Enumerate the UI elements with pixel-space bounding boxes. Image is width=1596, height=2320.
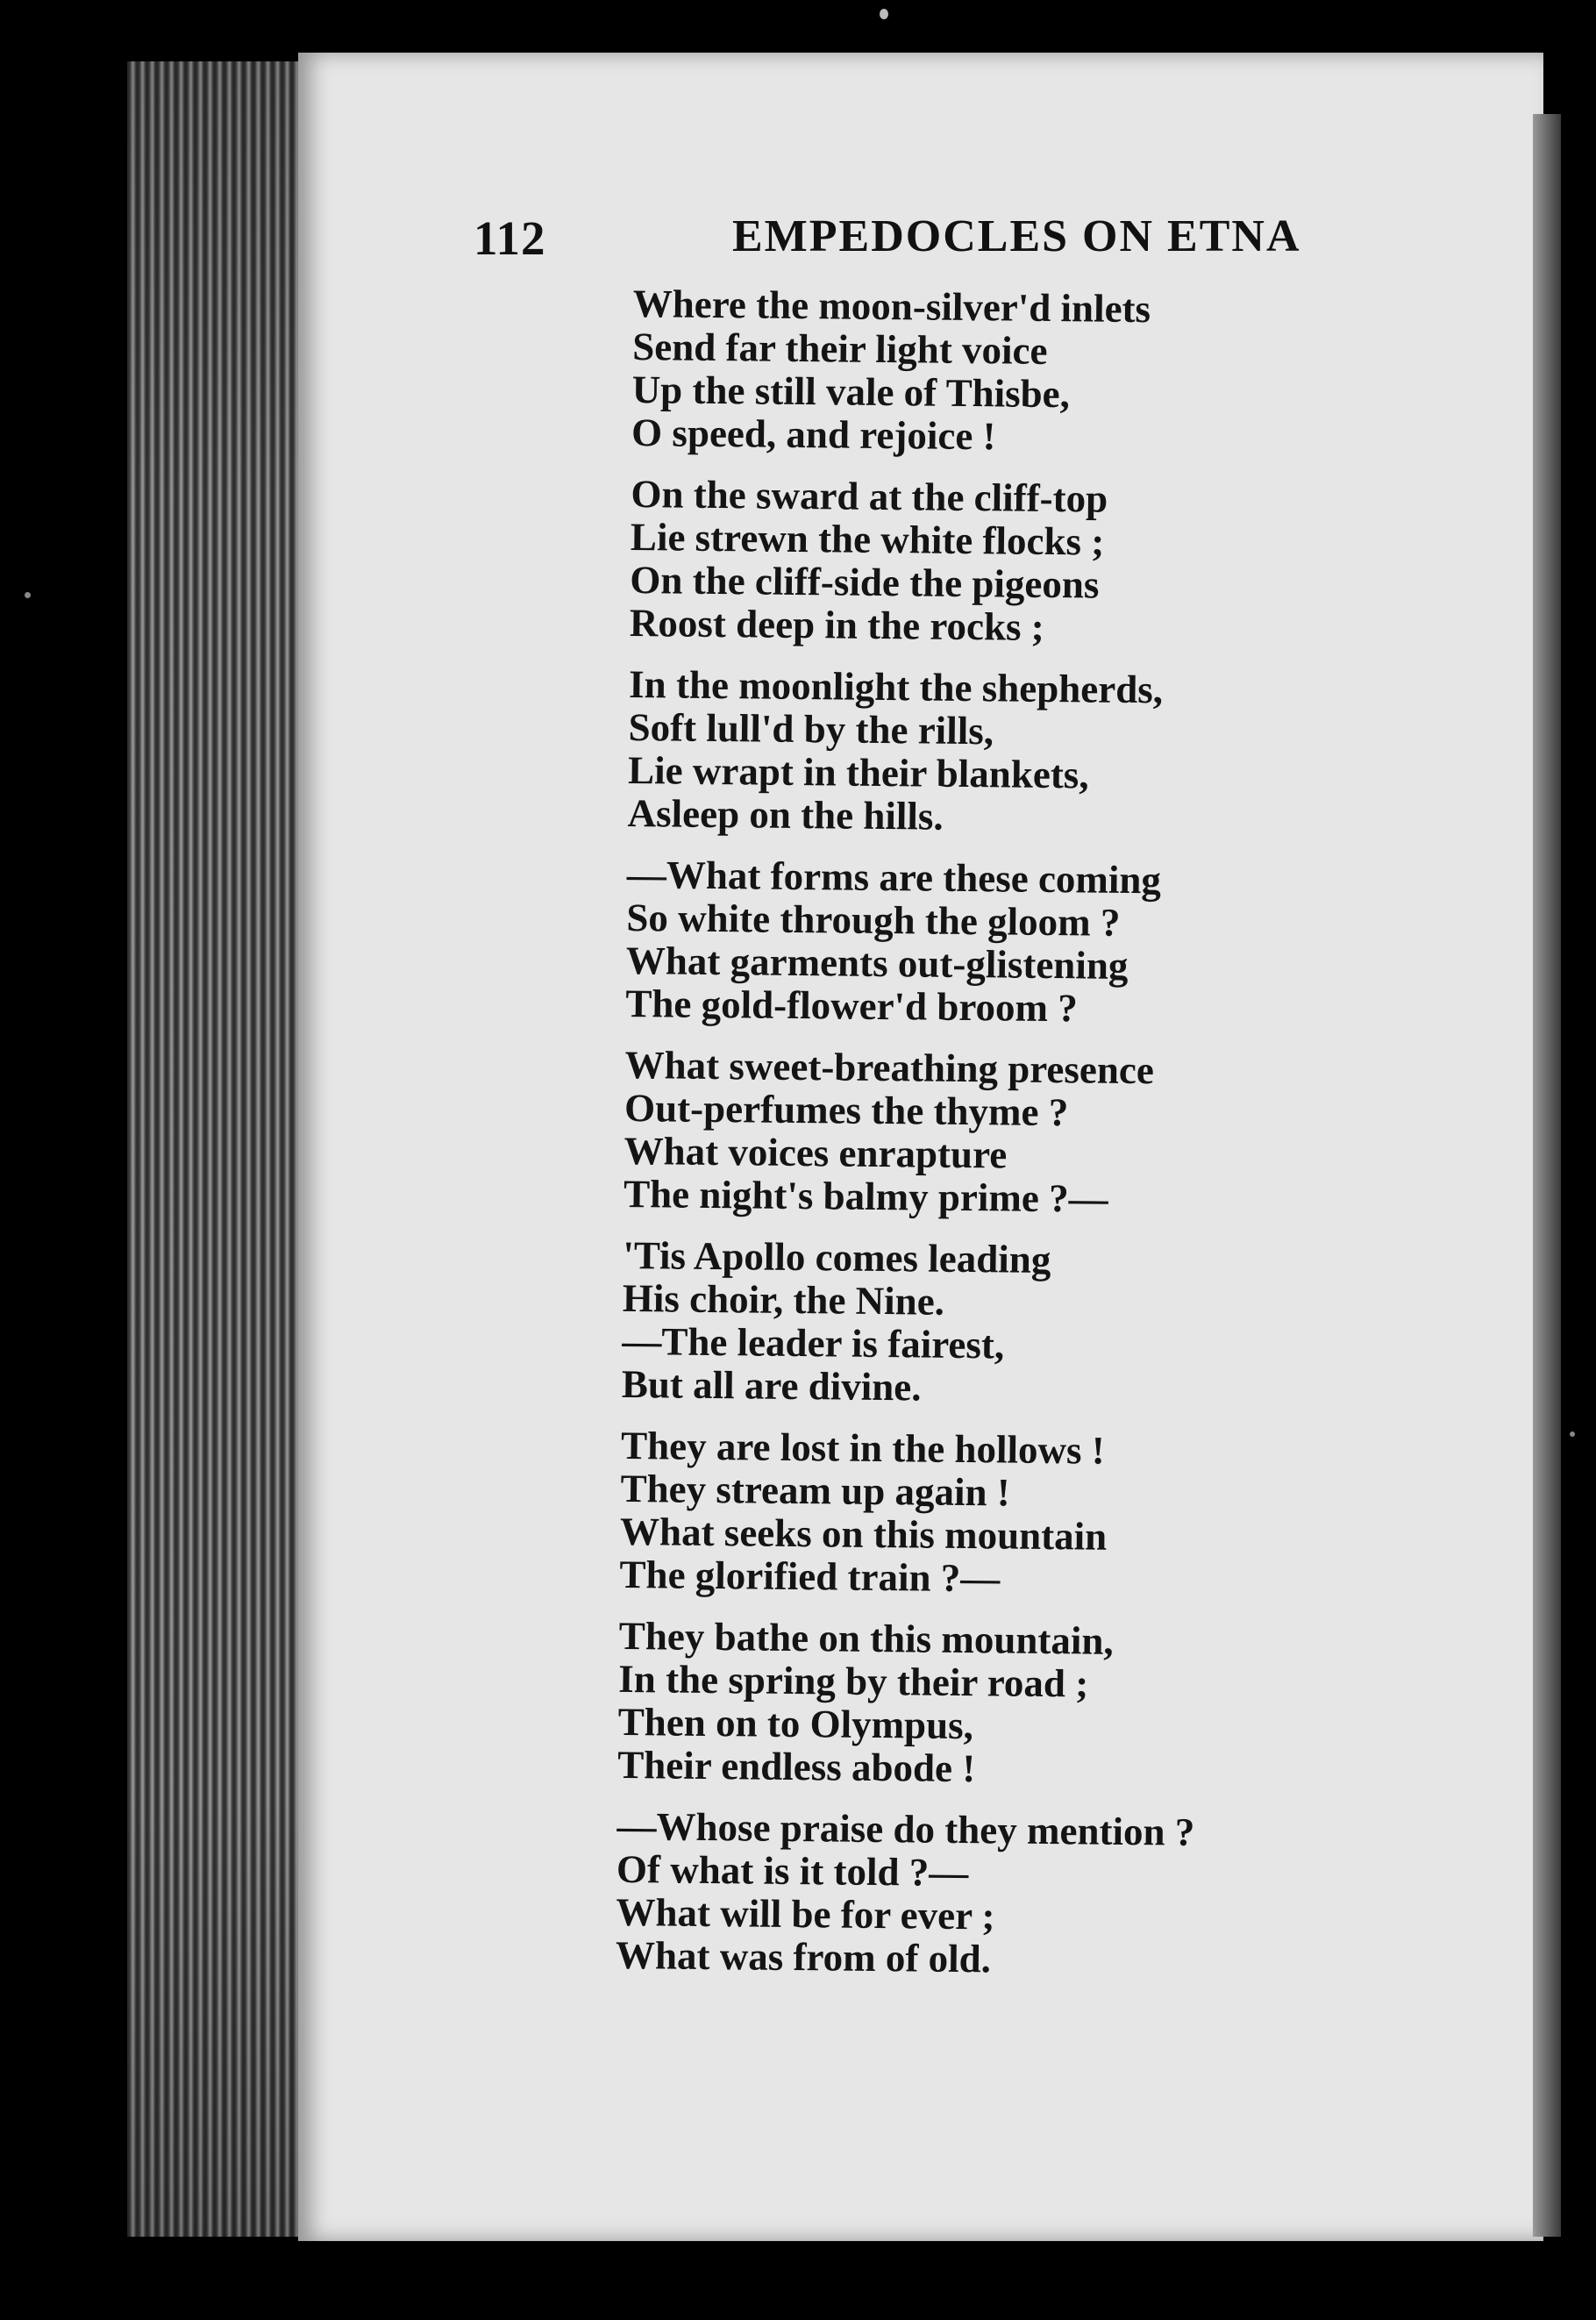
poem-line: They bathe on this mountain, <box>618 1613 1114 1663</box>
poem-line: On the sward at the cliff-top <box>631 471 1108 521</box>
poem-line: —The leader is fairest, <box>622 1318 1005 1367</box>
poem-line: What garments out-glistening <box>625 938 1129 988</box>
poem-line: The glorified train ?— <box>619 1552 1001 1601</box>
poem-line: Asleep on the hills. <box>627 790 944 839</box>
poem-line: The gold-flower'd broom ? <box>625 981 1079 1031</box>
dust-speck <box>880 9 888 19</box>
poem-line: —Whose praise do they mention ? <box>616 1803 1195 1854</box>
page-right-shadow <box>1533 114 1561 2237</box>
poem-line: 'Tis Apollo comes leading <box>623 1232 1051 1282</box>
poem-body <box>616 282 1352 2002</box>
dust-speck <box>25 592 31 598</box>
poem-line: O speed, and rejoice ! <box>631 410 996 459</box>
poem-line: Then on to Olympus, <box>617 1699 974 1748</box>
poem-line: What will be for ever ; <box>616 1889 995 1938</box>
running-title: EMPEDOCLES ON ETNA <box>732 211 1301 261</box>
stanza <box>619 1424 1340 1604</box>
poem-line: Send far their light voice <box>631 324 1048 373</box>
poem-line: What voices enrapture <box>623 1128 1008 1177</box>
poem-line: Roost deep in the rocks ; <box>629 600 1045 649</box>
poem-line: In the moonlight the shepherds, <box>628 661 1164 712</box>
poem-line: What was from of old. <box>615 1932 992 1981</box>
stanza <box>616 1805 1336 1985</box>
poem-line: Soft lull'd by the rills, <box>628 704 994 753</box>
stanza <box>630 473 1350 653</box>
dust-speck <box>1570 1431 1575 1437</box>
stanza <box>617 1615 1338 1795</box>
poem-line: Where the moon-silver'd inlets <box>632 282 1151 332</box>
poem-line: What sweet-breathing presence <box>624 1042 1155 1093</box>
poem-line: They stream up again ! <box>620 1466 1011 1515</box>
poem-line: —What forms are these coming <box>626 852 1162 903</box>
poem-line: Of what is it told ?— <box>616 1846 969 1895</box>
poem-line: They are lost in the hollows ! <box>620 1423 1106 1473</box>
page-number: 112 <box>474 211 546 265</box>
book-page-edges <box>127 61 307 2237</box>
poem-line: Their endless abode ! <box>617 1742 976 1791</box>
poem-line: What seeks on this mountain <box>619 1509 1108 1559</box>
poem-line: In the spring by their road ; <box>618 1656 1089 1706</box>
poem-line: So white through the gloom ? <box>626 895 1121 945</box>
poem-line: The night's balmy prime ?— <box>623 1171 1108 1221</box>
poem-line: But all are divine. <box>621 1361 922 1410</box>
poem-line: Up the still vale of Thisbe, <box>631 367 1071 417</box>
poem-line: Out-perfumes the thyme ? <box>623 1085 1069 1135</box>
poem-line: Lie strewn the white flocks ; <box>630 514 1105 564</box>
stanza <box>623 1044 1344 1224</box>
stanza <box>631 282 1352 462</box>
stanza <box>625 853 1346 1033</box>
stanza <box>627 663 1348 843</box>
page-header <box>474 211 1438 289</box>
stanza <box>622 1234 1343 1414</box>
book-page <box>298 53 1543 2241</box>
poem-line: Lie wrapt in their blankets, <box>627 747 1089 797</box>
poem-line: His choir, the Nine. <box>622 1275 945 1324</box>
poem-line: On the cliff-side the pigeons <box>630 557 1100 607</box>
